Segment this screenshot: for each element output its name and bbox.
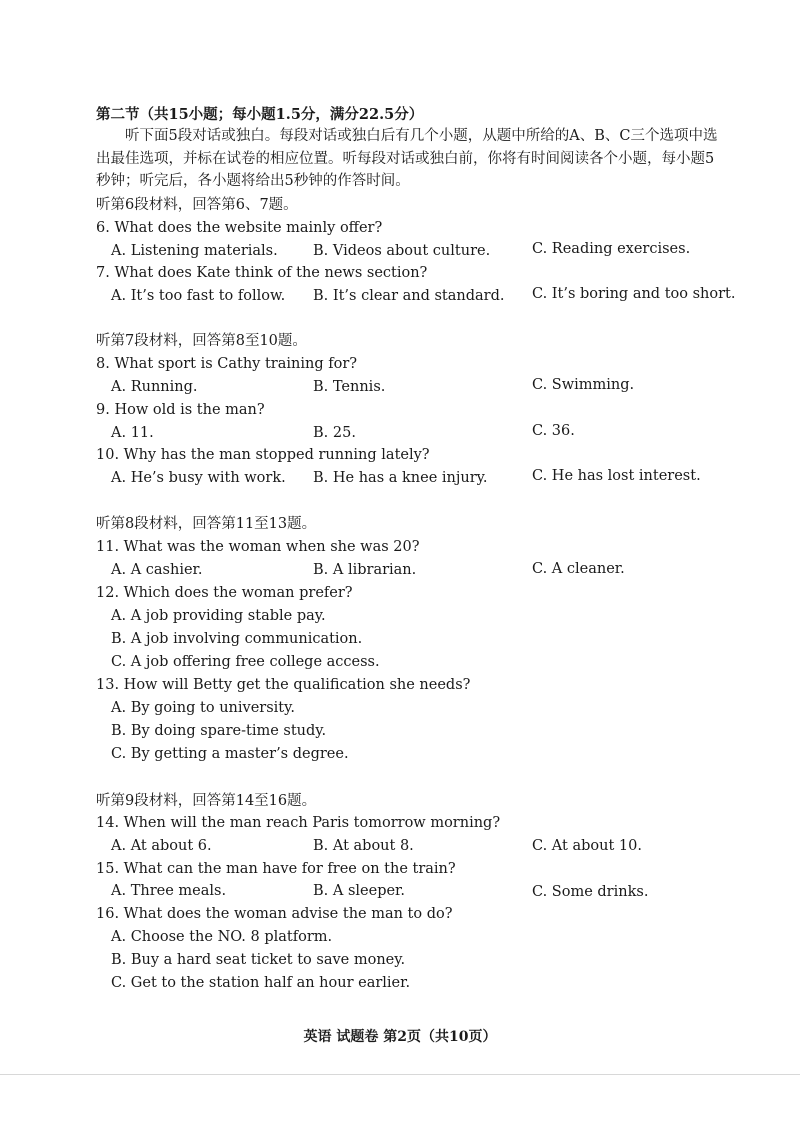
option-15c[interactable]: C. Some drinks. — [532, 884, 649, 900]
option-14c[interactable]: C. At about 10. — [532, 838, 642, 854]
option-12a[interactable]: A. A job providing stable pay. — [111, 608, 326, 624]
question-11: 11. What was the woman when she was 20? — [96, 539, 420, 555]
scan-edge-divider — [0, 1074, 800, 1075]
question-14: 14. When will the man reach Paris tomorrow morning? — [96, 815, 501, 831]
option-6b[interactable]: B. Videos about culture. — [313, 243, 491, 259]
option-15b[interactable]: B. A sleeper. — [313, 883, 406, 899]
option-9b[interactable]: B. 25. — [313, 425, 356, 441]
group-title: 听第6段材料，回答第6、7题。 — [96, 197, 298, 213]
option-10c[interactable]: C. He has lost interest. — [532, 468, 701, 484]
option-9c[interactable]: C. 36. — [532, 423, 575, 439]
option-7b[interactable]: B. It’s clear and standard. — [313, 288, 505, 304]
option-7a[interactable]: A. It’s too fast to follow. — [111, 288, 286, 304]
option-13a[interactable]: A. By going to university. — [111, 700, 295, 716]
question-7: 7. What does Kate think of the news section? — [96, 265, 428, 281]
group-title: 听第7段材料，回答第8至10题。 — [96, 333, 307, 349]
option-10b[interactable]: B. He has a knee injury. — [313, 470, 488, 486]
question-12: 12. Which does the woman prefer? — [96, 585, 353, 601]
question-6: 6. What does the website mainly offer? — [96, 220, 383, 236]
question-16: 16. What does the woman advise the man to do? — [96, 906, 453, 922]
option-8c[interactable]: C. Swimming. — [532, 377, 635, 393]
option-6c[interactable]: C. Reading exercises. — [532, 241, 691, 257]
option-8b[interactable]: B. Tennis. — [313, 379, 386, 395]
option-16c[interactable]: C. Get to the station half an hour earlier. — [111, 975, 411, 991]
option-8a[interactable]: A. Running. — [111, 379, 198, 395]
group-title: 听第8段材料，回答第11至13题。 — [96, 516, 317, 532]
option-13c[interactable]: C. By getting a master’s degree. — [111, 746, 349, 762]
option-14a[interactable]: A. At about 6. — [111, 838, 212, 854]
question-10: 10. Why has the man stopped running lately? — [96, 447, 430, 463]
option-10a[interactable]: A. He’s busy with work. — [111, 470, 286, 486]
option-12c[interactable]: C. A job offering free college access. — [111, 654, 380, 670]
section-instructions: 听下面5段对话或独白。每段对话或独白后有几个小题，从题中所给的A、B、C三个选项中选出最佳选项，并标在试卷的相应位置。听每段对话或独白前，你将有时间阅读各个小题，每小题5秒钟；听完后，各小题将给出5秒钟的作答时间。 — [96, 128, 718, 189]
question-15: 15. What can the man have for free on the train? — [96, 861, 456, 877]
option-11b[interactable]: B. A librarian. — [313, 562, 417, 578]
option-16a[interactable]: A. Choose the NO. 8 platform. — [111, 929, 333, 945]
option-7c[interactable]: C. It’s boring and too short. — [532, 286, 736, 302]
page-footer: 英语 试题卷 第2页（共10页） — [303, 1029, 497, 1045]
question-8: 8. What sport is Cathy training for? — [96, 356, 358, 372]
option-13b[interactable]: B. By doing spare-time study. — [111, 723, 327, 739]
question-9: 9. How old is the man? — [96, 402, 265, 418]
option-14b[interactable]: B. At about 8. — [313, 838, 414, 854]
option-6a[interactable]: A. Listening materials. — [111, 243, 278, 259]
option-11c[interactable]: C. A cleaner. — [532, 561, 625, 577]
option-16b[interactable]: B. Buy a hard seat ticket to save money. — [111, 952, 406, 968]
section-title: 第二节（共15小题；每小题1.5分，满分22.5分） — [96, 106, 424, 123]
option-12b[interactable]: B. A job involving communication. — [111, 631, 363, 647]
option-15a[interactable]: A. Three meals. — [111, 883, 227, 899]
question-13: 13. How will Betty get the qualification she needs? — [96, 677, 471, 693]
option-11a[interactable]: A. A cashier. — [111, 562, 203, 578]
option-9a[interactable]: A. 11. — [111, 425, 154, 441]
group-title: 听第9段材料，回答第14至16题。 — [96, 793, 317, 809]
